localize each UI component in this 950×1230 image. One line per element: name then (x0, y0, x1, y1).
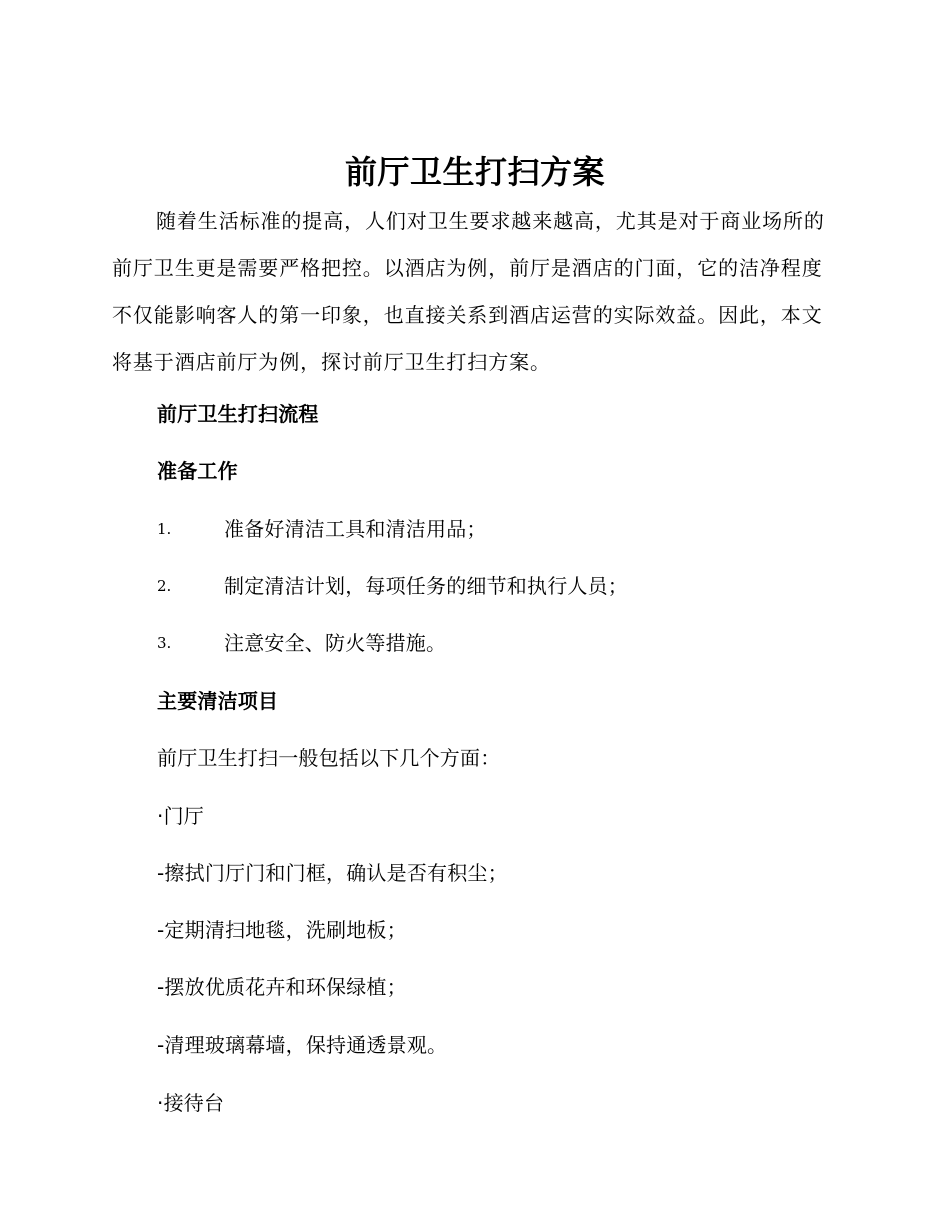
list-item-text: 注意安全、防火等措施。 (224, 631, 447, 655)
list-number: 2. (157, 577, 172, 595)
lobby-task-item (157, 858, 508, 888)
bullet-label: 门厅 (163, 804, 204, 828)
dash-marker: - (157, 975, 165, 999)
lobby-task-item (157, 915, 407, 945)
list-number: 3. (157, 634, 172, 652)
bullet-marker: · (157, 1091, 164, 1115)
task-text: 摆放优质花卉和环保绿植； (164, 975, 407, 999)
lobby-task-item (157, 1030, 447, 1060)
task-text: 擦拭门厅门和门框，确认是否有积尘； (164, 861, 508, 885)
bullet-reception (157, 1088, 224, 1118)
dash-marker: - (157, 918, 165, 942)
section-heading-main-items: 主要清洁项目 (157, 689, 279, 713)
list-number: 1. (157, 520, 172, 538)
bullet-marker: · (157, 804, 164, 828)
page-title: 前厅卫生打扫方案 (344, 153, 605, 191)
dash-marker: - (157, 1033, 165, 1057)
section-heading-process: 前厅卫生打扫流程 (157, 402, 319, 426)
task-text: 清理玻璃幕墙，保持通透景观。 (164, 1033, 448, 1057)
dash-marker: - (157, 861, 165, 885)
task-text: 定期清扫地毯，洗刷地板； (164, 918, 407, 942)
list-item-text: 制定清洁计划，每项任务的细节和执行人员； (224, 574, 628, 598)
main-items-intro: 前厅卫生打扫一般包括以下几个方面： (157, 746, 501, 770)
list-item-text: 准备好清洁工具和清洁用品； (224, 517, 487, 541)
section-heading-preparation: 准备工作 (157, 459, 238, 483)
bullet-label: 接待台 (163, 1091, 225, 1115)
intro-paragraph: 随着生活标准的提高，人们对卫生要求越来越高，尤其是对于商业场所的前厅卫生更是需要严格把控。以酒店为例，前厅是酒店的门面，它的洁净程度不仅能影响客人的第一印象，也直接关系到酒店运营的实际效益。因此，本文将基于酒店前厅为例，探讨前厅卫生打扫方案。 (112, 209, 825, 374)
lobby-task-item (157, 972, 407, 1002)
bullet-lobby (157, 801, 204, 831)
